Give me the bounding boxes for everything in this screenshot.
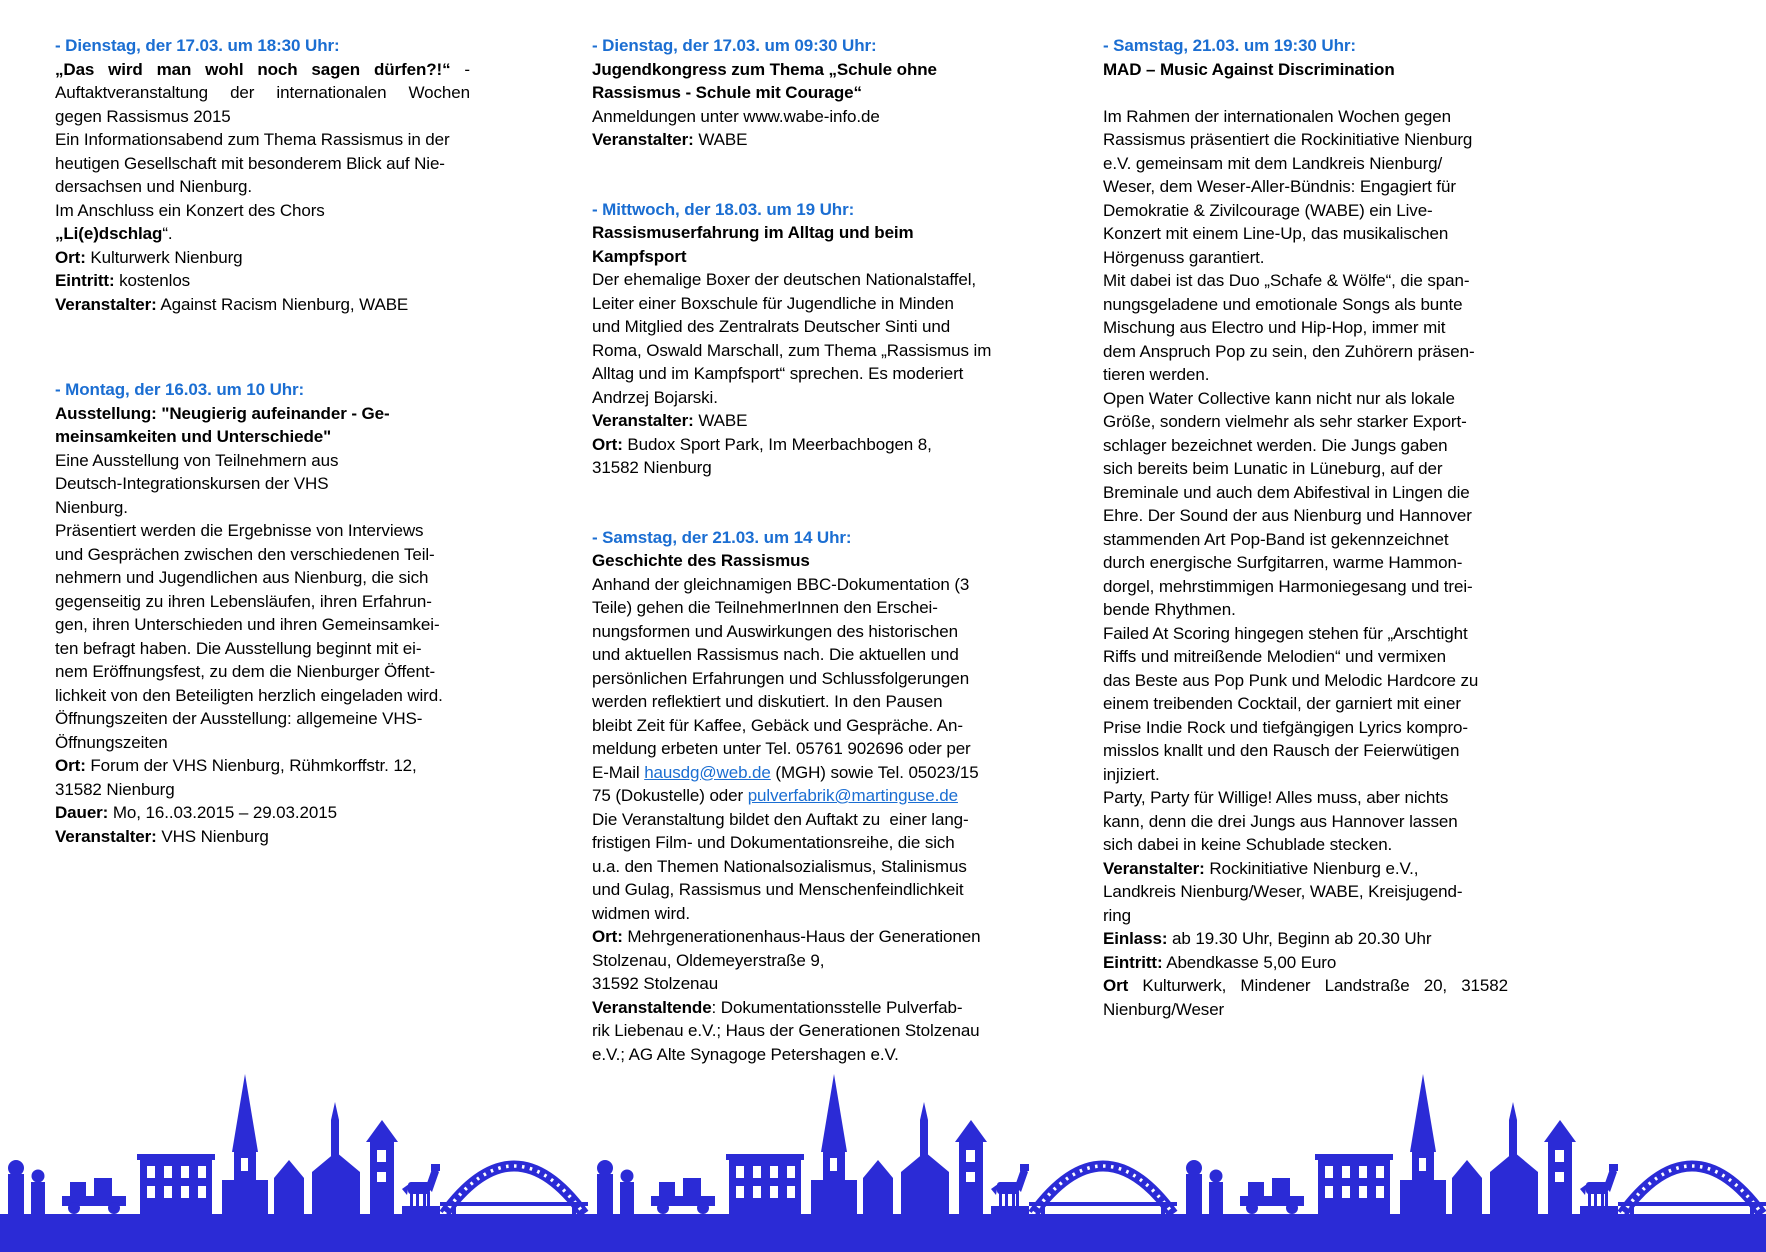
text-segment: Party, Party für Willige! Alles muss, aber nichts xyxy=(1103,788,1449,807)
text-line xyxy=(592,808,994,832)
text-line xyxy=(592,409,994,433)
text-segment: Abendkasse 5,00 Euro xyxy=(1162,952,1337,972)
text-line xyxy=(55,543,470,567)
text-segment: Anhand der gleichnamigen BBC-Dokumentation (3 xyxy=(592,574,970,594)
text-line xyxy=(1103,598,1508,622)
text-segment: Riffs und mitreißende Melodien“ und vermixen xyxy=(1103,647,1447,666)
text-segment: 31582 xyxy=(1461,976,1508,995)
text-segment: internationalen xyxy=(276,83,387,102)
text-segment: Mit dabei ist das Duo „Schafe & Wölfe“, die span- xyxy=(1103,271,1470,290)
text-line xyxy=(1103,105,1508,129)
text-line xyxy=(592,386,994,410)
event-date-heading: - Dienstag, der 17.03. um 09:30 Uhr: xyxy=(592,36,877,55)
text-segment: Ort: xyxy=(55,247,86,267)
text-segment: und Gulag, Rassismus und Menschenfeindlichkeit xyxy=(592,880,964,899)
text-line xyxy=(55,778,470,802)
text-segment: und Gesprächen zwischen den verschiedenen Teil- xyxy=(55,544,435,564)
text-segment: ring xyxy=(1103,905,1131,925)
text-line xyxy=(592,620,994,644)
text-segment: widmen wird. xyxy=(592,903,690,923)
email-link[interactable]: hausdg@web.de xyxy=(644,762,771,782)
text-segment: kostenlos xyxy=(114,271,191,290)
text-segment: meinsamkeiten und Unterschiede" xyxy=(55,427,332,446)
text-line xyxy=(592,573,994,597)
text-segment: Open Water Collective kann nicht nur als lokale xyxy=(1103,388,1455,408)
column-2 xyxy=(592,34,994,1066)
text-segment: schlager bezeichnet werden. Die Jungs gaben xyxy=(1103,435,1448,455)
text-line xyxy=(55,637,470,661)
text-segment: Failed At Scoring hingegen stehen für „Arschtight xyxy=(1103,623,1468,643)
text-segment: stammenden Art Pop-Band ist gekennzeichnet xyxy=(1103,529,1449,549)
text-line xyxy=(592,714,994,738)
text-segment: bende Rhythmen. xyxy=(1103,600,1236,619)
text-segment: Rassismuserfahrung im Alltag und beim xyxy=(592,223,914,242)
text-segment: E-Mail xyxy=(592,762,645,782)
text-segment: “. xyxy=(162,224,173,243)
text-segment: Ausstellung: "Neugierig aufeinander - Ge- xyxy=(55,403,390,423)
text-segment: ab 19.30 Uhr, Beginn ab 20.30 Uhr xyxy=(1167,929,1432,948)
text-line xyxy=(1103,316,1508,340)
text-line xyxy=(592,362,994,386)
text-line xyxy=(55,402,470,426)
event-date-heading: - Samstag, 21.03. um 19:30 Uhr: xyxy=(1103,36,1356,55)
text-segment: Konzert mit einem Line-Up, das musikalischen xyxy=(1103,224,1449,243)
text-line xyxy=(592,667,994,691)
text-segment: Deutsch-Integrationskursen der VHS xyxy=(55,474,329,493)
text-line xyxy=(1103,152,1508,176)
text-line xyxy=(1103,457,1508,481)
text-segment: Mischung aus Electro und Hip-Hop, immer mit xyxy=(1103,318,1446,337)
text-segment: Präsentiert werden die Ergebnisse von Interviews xyxy=(55,521,424,540)
text-segment: (MGH) sowie Tel. 05023/15 xyxy=(770,762,979,782)
text-segment: Ein Informationsabend zum Thema Rassismus in der xyxy=(55,130,450,149)
text-segment: Alltag und im Kampfsport“ sprechen. Es moderiert xyxy=(592,364,964,383)
text-line xyxy=(55,449,470,473)
event-date-heading: - Montag, der 16.03. um 10 Uhr: xyxy=(55,380,305,399)
text-segment: e.V. gemeinsam mit dem Landkreis Nienburg/ xyxy=(1103,153,1443,173)
text-segment: Einlass: xyxy=(1103,929,1168,948)
text-segment: Rassismus - Schule mit Courage“ xyxy=(592,83,862,102)
text-line xyxy=(55,105,470,129)
text-line xyxy=(55,684,470,708)
text-line xyxy=(1103,410,1508,434)
text-line xyxy=(1103,363,1508,387)
text-line xyxy=(592,58,994,82)
text-segment: Mehrgenerationenhaus-Haus der Generationen xyxy=(622,927,981,946)
text-segment: man xyxy=(156,59,192,79)
text-segment: gegenseitig zu ihren Lebensläufen, ihren Erfahrun- xyxy=(55,591,432,611)
text-segment: 20, xyxy=(1423,976,1448,995)
text-line xyxy=(55,660,470,684)
text-line xyxy=(1103,551,1508,575)
text-segment: fristigen Film- und Dokumentationsreihe, die sich xyxy=(592,833,955,852)
text-line xyxy=(592,245,994,269)
text-line xyxy=(592,292,994,316)
text-line xyxy=(1103,504,1508,528)
text-line xyxy=(55,152,470,176)
text-segment: Veranstalter: xyxy=(592,130,694,149)
text-segment: tieren werden. xyxy=(1103,365,1210,384)
text-segment: Demokratie & Zivilcourage (WABE) ein Live- xyxy=(1103,200,1433,220)
text-segment: Eine Ausstellung von Teilnehmern aus xyxy=(55,450,339,470)
text-segment: Veranstaltende xyxy=(592,997,712,1017)
text-line xyxy=(592,972,994,996)
text-line xyxy=(1103,880,1508,904)
text-segment: Budox Sport Park, Im Meerbachbogen 8, xyxy=(622,434,932,454)
text-segment: „Li(e)dschlag xyxy=(55,224,163,243)
text-line xyxy=(592,105,994,129)
text-line xyxy=(55,58,470,82)
text-line xyxy=(1103,58,1508,82)
text-line xyxy=(1103,857,1508,881)
text-segment: Anmeldungen unter www.wabe-info.de xyxy=(592,106,880,126)
text-segment: 31582 Nienburg xyxy=(55,779,175,799)
text-line xyxy=(592,643,994,667)
text-line xyxy=(592,925,994,949)
text-line xyxy=(55,566,470,590)
text-segment: 75 (Dokustelle) oder xyxy=(592,786,748,805)
text-line xyxy=(1103,904,1508,928)
text-line xyxy=(1103,199,1508,223)
text-line xyxy=(1103,81,1508,105)
text-segment: WABE xyxy=(693,130,748,149)
text-line xyxy=(592,339,994,363)
text-line xyxy=(55,269,470,293)
text-segment: Breminale und auch dem Abifestival in Lingen die xyxy=(1103,482,1470,502)
text-segment: Kulturwerk, xyxy=(1142,976,1227,995)
text-segment: wird xyxy=(108,59,143,79)
text-line xyxy=(1103,669,1508,693)
text-segment: Eintritt: xyxy=(55,271,115,290)
text-segment: Veranstalter: xyxy=(55,826,157,846)
text-line xyxy=(55,175,470,199)
text-line xyxy=(1103,575,1508,599)
text-segment: Öffnungszeiten xyxy=(55,732,168,752)
text-line xyxy=(592,456,994,480)
text-segment: persönlichen Erfahrungen und Schlussfolgerungen xyxy=(592,668,970,688)
text-line xyxy=(592,949,994,973)
text-line xyxy=(1103,622,1508,646)
text-line xyxy=(55,731,470,755)
event-date-heading: - Mittwoch, der 18.03. um 19 Uhr: xyxy=(592,199,855,219)
text-segment: u.a. den Themen Nationalsozialismus, Stalinismus xyxy=(592,856,967,876)
text-segment: gegen Rassismus 2015 xyxy=(55,106,231,126)
text-segment: kann, denn die drei Jungs aus Hannover lassen xyxy=(1103,811,1458,831)
text-line xyxy=(1103,739,1508,763)
text-segment: heutigen Gesellschaft mit besonderem Blick auf Nie- xyxy=(55,153,445,173)
column-2-event-1 xyxy=(592,34,994,152)
text-line xyxy=(55,128,470,152)
text-segment: Ort: xyxy=(592,927,623,946)
text-segment: „Das xyxy=(55,59,95,79)
text-line xyxy=(592,315,994,339)
text-line xyxy=(1103,927,1508,951)
text-line xyxy=(592,831,994,855)
text-segment: Forum der VHS Nienburg, Rühmkorffstr. 12, xyxy=(85,756,417,775)
text-segment: und aktuellen Rassismus nach. Die aktuellen und xyxy=(592,645,959,664)
text-line xyxy=(1103,340,1508,364)
text-line xyxy=(592,221,994,245)
text-line xyxy=(55,519,470,543)
nienburg-skyline-graphic xyxy=(0,1056,1766,1252)
text-line xyxy=(592,784,994,808)
text-line xyxy=(1103,951,1508,975)
text-line xyxy=(592,996,994,1020)
text-segment: werden reflektiert und diskutiert. In den Pausen xyxy=(592,692,943,711)
text-segment: Nienburg/Weser xyxy=(1103,999,1225,1019)
text-line xyxy=(1103,810,1508,834)
text-line xyxy=(55,246,470,270)
text-segment: 31592 Stolzenau xyxy=(592,974,719,993)
text-line xyxy=(1103,716,1508,740)
text-segment: das Beste aus Pop Punk und Melodic Hardcore zu xyxy=(1103,670,1479,690)
text-line xyxy=(592,690,994,714)
text-segment: Stolzenau, Oldemeyerstraße 9, xyxy=(592,950,825,970)
column-2-event-3 xyxy=(592,526,994,1067)
text-segment: Veranstalter: xyxy=(1103,858,1205,878)
text-segment: nehmern und Jugendlichen aus Nienburg, die sich xyxy=(55,568,429,587)
text-line xyxy=(592,878,994,902)
column-1 xyxy=(55,34,470,848)
text-segment: Roma, Oswald Marschall, zum Thema „Rassismus im xyxy=(592,340,992,360)
text-segment: Die Veranstaltung bildet den Auftakt zu einer lang- xyxy=(592,809,969,829)
text-line xyxy=(55,425,470,449)
text-segment: rik Liebenau e.V.; Haus der Generationen Stolzenau xyxy=(592,1021,980,1040)
text-segment: Against Racism Nienburg, WABE xyxy=(156,294,409,314)
text-line xyxy=(592,81,994,105)
text-line xyxy=(1103,387,1508,411)
column-3-event-1 xyxy=(1103,34,1508,1021)
text-segment: Geschichte des Rassismus xyxy=(592,551,810,570)
text-line xyxy=(1103,998,1508,1022)
text-segment: nungsgeladene und emotionale Songs als bunte xyxy=(1103,294,1463,314)
text-line xyxy=(55,707,470,731)
text-line xyxy=(592,433,994,457)
text-segment: Kampfsport xyxy=(592,246,687,266)
text-segment: - xyxy=(464,59,470,79)
text-segment: sich dabei in keine Schublade stecken. xyxy=(1103,835,1393,854)
text-segment: durch energische Surfgitarren, warme Hammon- xyxy=(1103,553,1463,572)
text-segment: meldung erbeten unter Tel. 05761 902696 oder per xyxy=(592,739,971,758)
text-segment: Rockinitiative Nienburg e.V., xyxy=(1204,858,1419,878)
text-segment: Prise Indie Rock und tiefgängigen Lyrics kompro- xyxy=(1103,717,1468,737)
skyline-base-band xyxy=(0,1214,1766,1252)
text-segment: nungsformen und Auswirkungen des historischen xyxy=(592,621,958,641)
text-segment: Hörgenuss garantiert. xyxy=(1103,247,1265,267)
text-line xyxy=(55,754,470,778)
text-segment: Öffnungszeiten der Ausstellung: allgemeine VHS- xyxy=(55,709,423,728)
text-line xyxy=(1103,528,1508,552)
text-line xyxy=(1103,175,1508,199)
text-segment: : Dokumentationsstelle Pulverfab- xyxy=(711,997,963,1017)
text-line xyxy=(592,596,994,620)
text-segment: Ort xyxy=(1103,976,1129,995)
text-line xyxy=(592,761,994,785)
text-segment: Teile) gehen die TeilnehmerInnen den Erschei- xyxy=(592,598,938,617)
text-line xyxy=(592,549,994,573)
text-line xyxy=(1103,222,1508,246)
column-2-event-2 xyxy=(592,198,994,480)
text-segment: Rassismus präsentiert die Rockinitiative Nienburg xyxy=(1103,130,1473,149)
text-line xyxy=(592,1019,994,1043)
text-line xyxy=(1103,692,1508,716)
text-segment: Größe, sondern vielmehr als sehr starker Export- xyxy=(1103,412,1467,431)
email-link[interactable]: pulverfabrik@martinguse.de xyxy=(747,786,958,805)
text-segment: wohl xyxy=(205,59,244,79)
text-line xyxy=(1103,833,1508,857)
column-1-event-1 xyxy=(55,34,470,316)
event-date-heading: - Dienstag, der 17.03. um 18:30 Uhr: xyxy=(55,36,340,55)
text-segment: Ehre. Der Sound der aus Nienburg und Hannover xyxy=(1103,506,1472,525)
text-line xyxy=(55,613,470,637)
text-line xyxy=(1103,269,1508,293)
text-segment: gen, ihren Unterschieden und ihren Gemeinsamkei- xyxy=(55,615,440,634)
text-segment: Ort: xyxy=(592,434,623,454)
text-line xyxy=(592,855,994,879)
text-segment: Mindener xyxy=(1240,976,1311,995)
text-segment: der xyxy=(230,83,255,102)
text-segment: Veranstalter: xyxy=(55,294,157,314)
text-line xyxy=(1103,786,1508,810)
text-segment: Kulturwerk Nienburg xyxy=(85,247,243,267)
text-line xyxy=(1103,246,1508,270)
text-segment: Weser, dem Weser-Aller-Bündnis: Engagiert für xyxy=(1103,177,1456,196)
text-line xyxy=(1103,128,1508,152)
text-segment: dürfen?!“ xyxy=(373,59,451,79)
column-1-event-2 xyxy=(55,378,470,848)
text-segment: Eintritt: xyxy=(1103,952,1163,972)
text-line xyxy=(55,496,470,520)
text-line xyxy=(1103,974,1508,998)
text-segment: Andrzej Bojarski. xyxy=(592,387,718,407)
text-line xyxy=(1103,645,1508,669)
text-segment: Der ehemalige Boxer der deutschen Nationalstaffel, xyxy=(592,270,977,289)
text-segment: Dauer: xyxy=(55,803,109,822)
text-segment: Landkreis Nienburg/Weser, WABE, Kreisjugend- xyxy=(1103,882,1463,901)
text-segment: Im Rahmen der internationalen Wochen gegen xyxy=(1103,106,1451,126)
text-line xyxy=(592,128,994,152)
text-line xyxy=(55,590,470,614)
text-line xyxy=(55,199,470,223)
text-segment: 31582 Nienburg xyxy=(592,458,712,477)
text-segment: Ort: xyxy=(55,756,86,775)
text-segment: einem treibenden Cocktail, der garniert mit einer xyxy=(1103,694,1461,713)
text-segment: Jugendkongress zum Thema „Schule ohne xyxy=(592,59,937,79)
text-segment: noch xyxy=(257,59,298,79)
text-segment: und Mitglied des Zentralrats Deutscher Sinti und xyxy=(592,317,951,336)
text-line xyxy=(592,902,994,926)
text-segment: lichkeit von den Beteiligten herzlich eingeladen wird. xyxy=(55,685,443,705)
text-segment: dorgel, mehrstimmigen Harmoniegesang und trei- xyxy=(1103,576,1473,596)
text-line xyxy=(55,293,470,317)
event-date-heading: - Samstag, der 21.03. um 14 Uhr: xyxy=(592,527,852,547)
text-line xyxy=(592,268,994,292)
text-segment: WABE xyxy=(693,411,748,430)
text-line xyxy=(1103,481,1508,505)
text-line xyxy=(55,222,470,246)
text-segment: Leiter einer Boxschule für Jugendliche in Minden xyxy=(592,293,954,313)
text-segment: Mo, 16..03.2015 – 29.03.2015 xyxy=(108,803,337,822)
text-line xyxy=(1103,293,1508,317)
text-line xyxy=(55,825,470,849)
text-segment: Im Anschluss ein Konzert des Chors xyxy=(55,200,325,220)
text-segment: Veranstalter: xyxy=(592,411,694,430)
text-line xyxy=(1103,434,1508,458)
text-line xyxy=(55,801,470,825)
text-segment: dem Anspruch Pop zu sein, den Zuhörern präsen- xyxy=(1103,341,1475,361)
text-line xyxy=(592,737,994,761)
column-3 xyxy=(1103,34,1508,1021)
text-segment: sagen xyxy=(311,59,361,79)
text-segment: Nienburg. xyxy=(55,497,128,517)
text-segment: Auftaktveranstaltung xyxy=(55,83,208,102)
text-segment: VHS Nienburg xyxy=(156,826,269,846)
text-segment: Landstraße xyxy=(1324,976,1410,995)
text-segment: ten befragt haben. Die Ausstellung beginnt mit ei- xyxy=(55,638,422,658)
text-segment: dersachsen und Nienburg. xyxy=(55,177,253,196)
text-segment: e.V.; AG Alte Synagoge Petershagen e.V. xyxy=(592,1044,899,1064)
text-segment: sich bereits beim Lunatic in Lüneburg, auf der xyxy=(1103,459,1443,478)
text-segment: Wochen xyxy=(408,83,470,102)
text-line xyxy=(55,472,470,496)
text-segment: misslos knallt und den Rausch der Feierwütigen xyxy=(1103,741,1460,760)
text-line xyxy=(55,81,470,105)
text-segment: injiziert. xyxy=(1103,764,1160,784)
text-segment: MAD – Music Against Discrimination xyxy=(1103,59,1395,79)
text-line xyxy=(1103,763,1508,787)
text-segment: nem Eröffnungsfest, zu dem die Nienburger Öffent- xyxy=(55,662,436,681)
text-segment: bleibt Zeit für Kaffee, Gebäck und Gespräche. An- xyxy=(592,715,963,735)
